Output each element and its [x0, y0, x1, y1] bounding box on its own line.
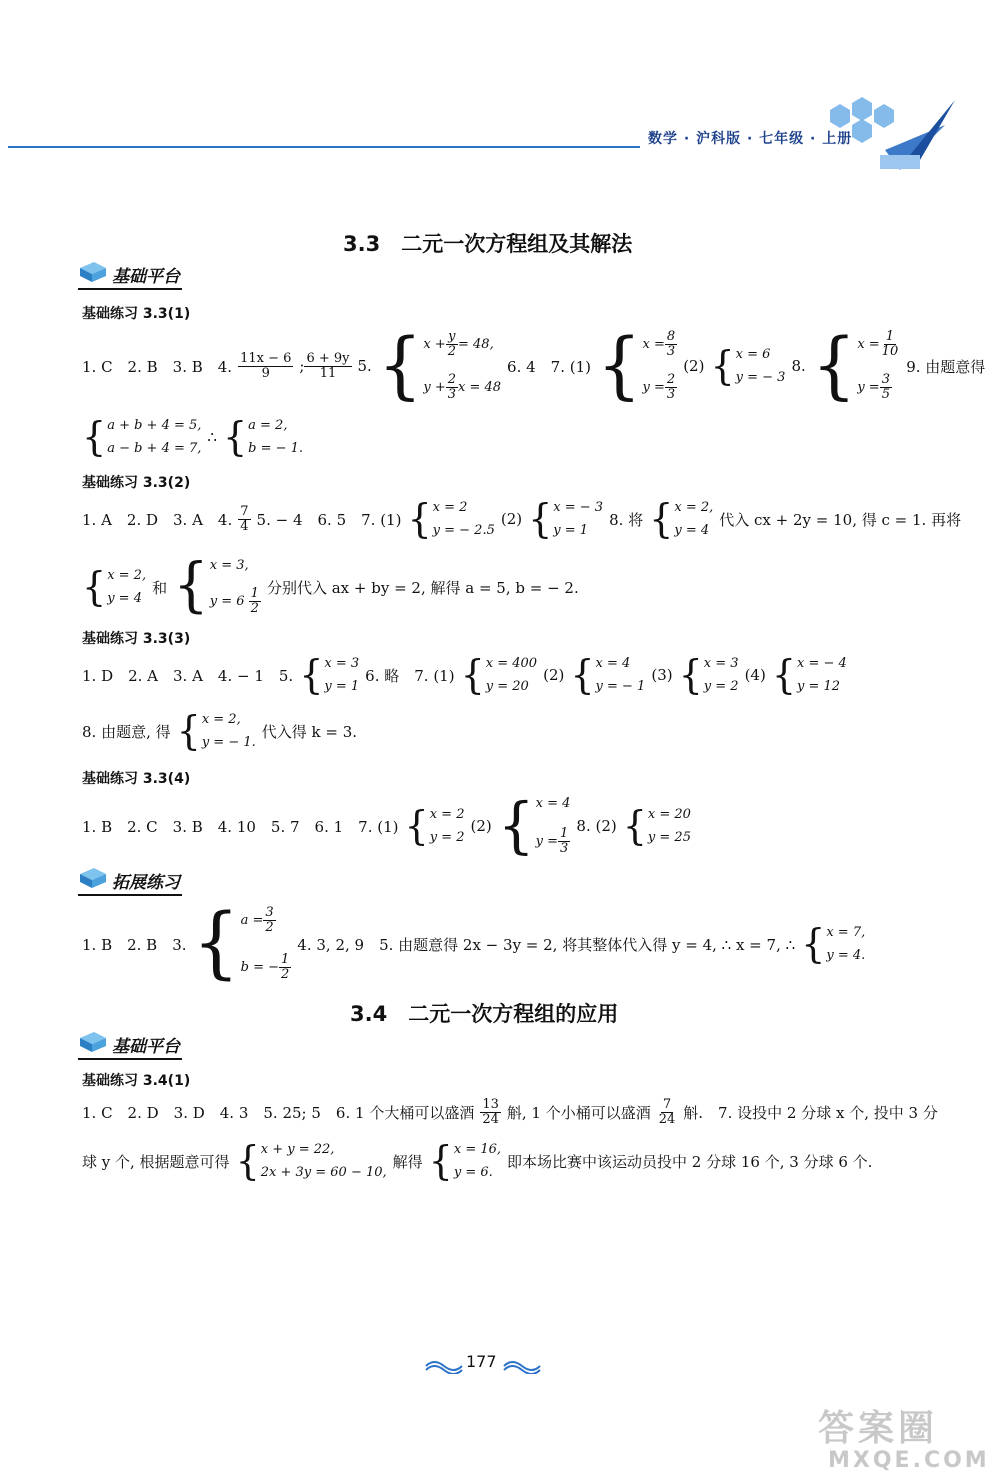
answer-text: 球 y 个, 根据题意可得 [82, 1152, 230, 1171]
book-icon [78, 1030, 108, 1054]
answer-text: 斛, 1 个小桶可以盛酒 [506, 1104, 651, 1122]
header-rule [8, 146, 640, 148]
equation-system: { x = 2, y = 4 [82, 563, 147, 611]
page-number: 177 [466, 1352, 497, 1371]
equation-system: { a = 2, b = − 1. [222, 413, 304, 461]
header-decoration-icon [790, 95, 960, 185]
answer-line-3-3-2-b [82, 551, 585, 620]
equation-system: { x = 6 y = − 3 [710, 342, 786, 390]
badge-basic-platform [78, 262, 182, 290]
header-subject: 数学 · 沪科版 · 七年级 · 上册 [648, 131, 853, 147]
fraction: $\frac{7}{24}$ [658, 1097, 676, 1127]
answer-line-3-3-2-a [82, 495, 967, 543]
answer-line-3-3-3-b [82, 707, 363, 755]
answer-text: 1. D 2. A 3. A 4. − 1 5. [82, 666, 294, 685]
watermark-logo: 答案圈 [818, 1408, 939, 1449]
answer-text: 6. 略 7. (1) [365, 666, 455, 685]
equation-system: { x = − 4 y = 12 [771, 651, 847, 699]
exercise-title-3-4-1: 基础练习 3.4(1) [82, 1073, 191, 1089]
answer-text: 4. 3, 2, 9 5. 由题意得 2x − 3y = 2, 将其整体代入得 y = 4, ∴ x = 7, ∴ [297, 935, 796, 954]
answer-line-3-3-1-a [82, 321, 991, 408]
fraction: $\frac{6 + 9y}{11}$ [306, 350, 350, 381]
answer-line-3-3-3-a [82, 651, 853, 699]
fraction: $\frac{13}{24}$ [482, 1097, 499, 1127]
section-title-3-4: 3.4 二元一次方程组的应用 [350, 1002, 619, 1026]
equation-system: { x + y = 22, 2x + 3y = 60 − 10, [235, 1137, 387, 1185]
equation-system: { x = 2 y = − 2.5 [407, 495, 495, 543]
answer-text: 和 [152, 578, 168, 597]
exercise-title-3-3-3: 基础练习 3.3(3) [82, 631, 191, 647]
equation-system: { x = 400 y = 20 [460, 651, 538, 699]
answer-text: 解得 [392, 1152, 423, 1171]
page-number-ornament-left-icon [424, 1358, 464, 1374]
part-label: (4) [744, 666, 766, 684]
answer-line-3-3-4 [82, 789, 697, 861]
equation-system: { x = $\frac{8}{3}$ y = $\frac{2}{3}$ [597, 321, 676, 408]
badge-extension-practice [78, 868, 182, 896]
equation-system: { x + $\frac{y}{2}$ = 48, y + $\frac{2}{3}$ x = 48 [377, 321, 502, 408]
equation-system: { x = 4 y = − 1 [570, 651, 646, 699]
book-icon [78, 866, 108, 890]
answer-line-3-4-1-a [82, 1098, 944, 1127]
separator: ; [299, 357, 305, 375]
answer-text: 斛. 7. 设投中 2 分球 x 个, 投中 3 分 [683, 1104, 938, 1122]
answer-text: 1. C 2. D 3. D 4. 3 5. 25; 5 6. 1 个大桶可以盛酒 [82, 1104, 475, 1122]
part-label: (2) [500, 510, 523, 528]
badge-label: 基础平台 [112, 1037, 180, 1057]
equation-system: { x = 16, y = 6. [428, 1137, 502, 1185]
answer-line-3-3-1-b [82, 413, 309, 461]
badge-label: 基础平台 [112, 267, 180, 287]
equation-system: { x = 20 y = 25 [622, 802, 691, 850]
equation-system: { x = $\frac{1}{10}$ y = $\frac{3}{5}$ [811, 321, 899, 408]
equation-system: { x = 2 y = 2 [404, 802, 465, 850]
answer-text: 即本场比赛中该运动员投中 2 分球 16 个, 3 分球 6 个. [507, 1152, 873, 1171]
answer-line-extension [82, 897, 871, 989]
answer-text: 5. − 4 6. 5 7. (1) [256, 510, 402, 529]
answer-text: 代入得 k = 3. [261, 722, 358, 741]
badge-label: 拓展练习 [112, 873, 180, 893]
page-number-ornament-right-icon [502, 1358, 542, 1374]
equation-system: { x = 4 y = $\frac{1}{3}$ [497, 789, 571, 861]
equation-system: { x = 3 y = 2 [678, 651, 739, 699]
equation-system: { x = − 3 y = 1 [528, 495, 604, 543]
part-label: (2) [683, 357, 705, 375]
therefore-symbol: ∴ [207, 428, 217, 446]
equation-system: { x = 3, y = 6 $\frac{1}{2}$ [173, 551, 259, 620]
answer-text: 8. 将 [609, 510, 644, 529]
part-label: (2) [543, 666, 565, 684]
equation-system: { x = 2, y = − 1. [176, 707, 256, 755]
answer-text: 8. (2) [576, 817, 617, 835]
answer-text: 代入 cx + 2y = 10, 得 c = 1. 再将 [719, 510, 962, 529]
exercise-title-3-3-1: 基础练习 3.3(1) [82, 306, 191, 322]
fraction: $\frac{11x - 6}{9}$ [240, 350, 292, 381]
part-label: (2) [470, 817, 492, 835]
equation-system: { a + b + 4 = 5, a − b + 4 = 7, [82, 413, 202, 461]
answer-text: 1. B 2. B 3. [82, 935, 187, 954]
exercise-title-3-3-4: 基础练习 3.3(4) [82, 771, 191, 787]
answer-text: 1. A 2. D 3. A 4. [82, 510, 233, 529]
question-number: 8. [791, 357, 806, 375]
equation-system: { x = 3 y = 1 [299, 651, 360, 699]
equation-system: { a = $\frac{3}{2}$ b = − $\frac{1}{2}$ [192, 897, 290, 989]
equation-system: { x = 2, y = 4 [649, 495, 714, 543]
book-icon [78, 260, 108, 284]
answer-text: 分别代入 ax + by = 2, 解得 a = 5, b = − 2. [266, 578, 579, 597]
answer-text: 8. 由题意, 得 [82, 722, 171, 741]
equation-system: { x = 7, y = 4. [801, 920, 866, 968]
answer-text: 1. B 2. C 3. B 4. 10 5. 7 6. 1 7. (1) [82, 817, 399, 836]
answer-text: 1. C 2. B 3. B 4. [82, 357, 233, 376]
exercise-title-3-3-2: 基础练习 3.3(2) [82, 475, 191, 491]
watermark-url: MXQE.COM [828, 1448, 990, 1473]
badge-basic-platform-2 [78, 1032, 182, 1060]
answer-text: 9. 由题意得 [906, 357, 986, 376]
answer-text: 6. 4 7. (1) [507, 357, 591, 376]
answer-line-3-4-1-b [82, 1137, 878, 1185]
section-title-3-3: 3.3 二元一次方程组及其解法 [343, 232, 633, 256]
fraction: $\frac{7}{4}$ [240, 503, 249, 534]
question-number: 5. [357, 357, 372, 375]
part-label: (3) [651, 666, 673, 684]
